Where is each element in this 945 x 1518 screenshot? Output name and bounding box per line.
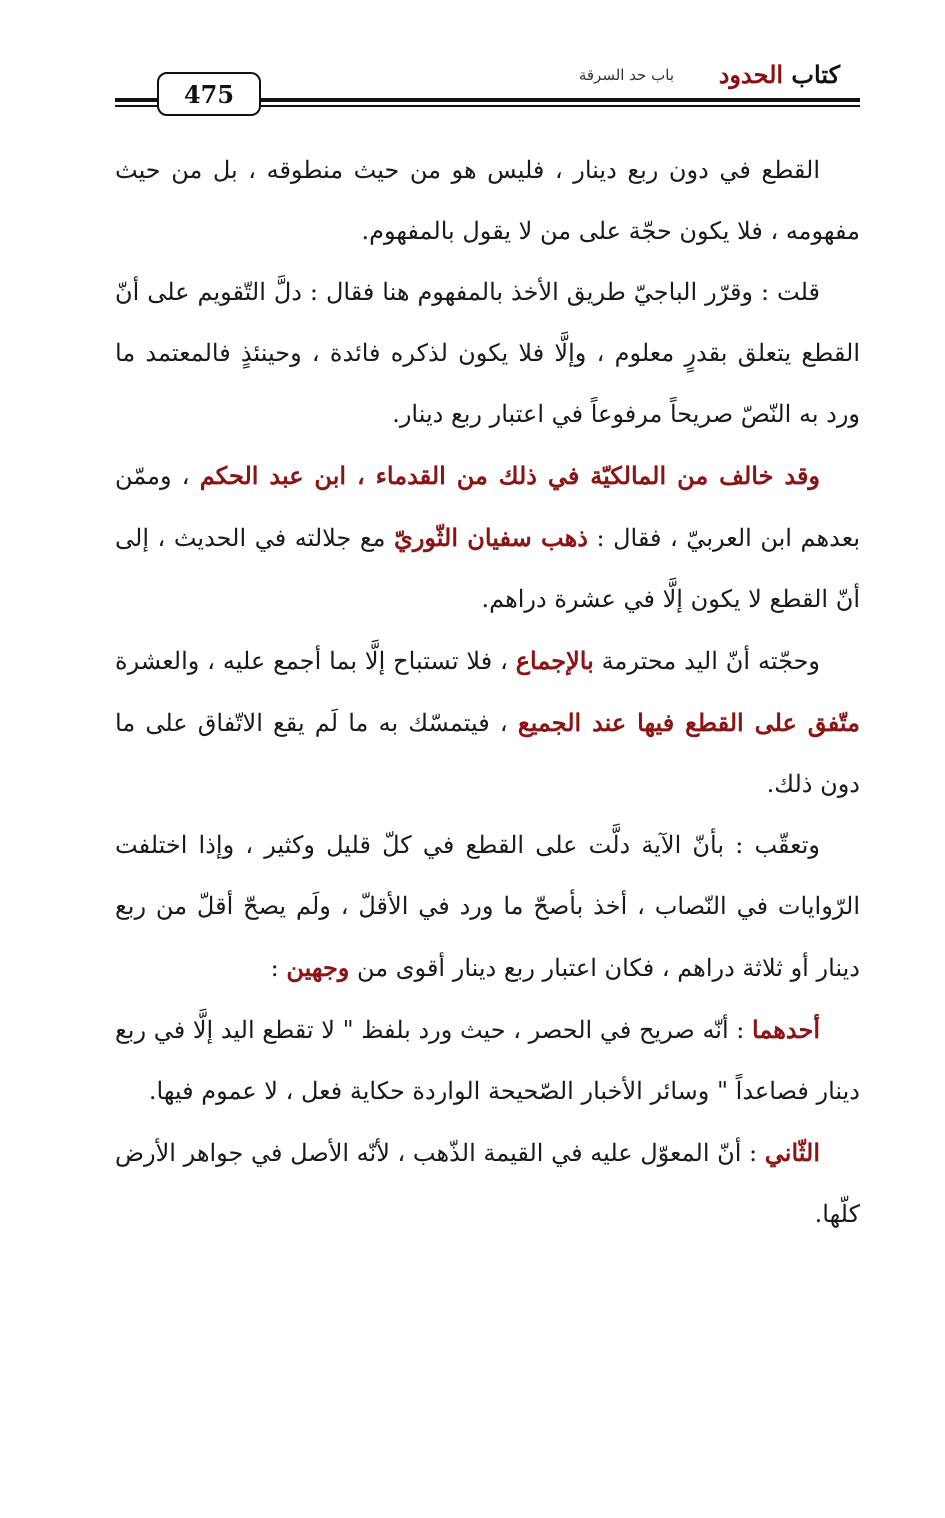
text-segment: ، وممّن بعدهم ابن العربيّ ، فقال : bbox=[115, 462, 860, 552]
page-body bbox=[115, 140, 860, 1245]
paragraph bbox=[115, 999, 860, 1122]
page-number: 475 bbox=[157, 72, 261, 116]
text-segment: قلت : وقرّر الباجيّ طريق الأخذ بالمفهوم هنا فقال : دلَّ التّقويم على أنّ القطع يتعلق بقدرٍ معلوم ، وإلَّا فلا يكون لذكره فائدة ، وحينئذٍ فالمعتمد ما ورد به النّصّ صريحاً مرفوعاً في اعتبار ربع دينار. bbox=[115, 278, 860, 428]
paragraph bbox=[115, 262, 860, 445]
highlighted-text: أحدهما bbox=[752, 1015, 820, 1044]
text-segment: : أنّ المعوّل عليه في القيمة الذّهب ، لأنّه الأصل في جواهر الأرض كلّها. bbox=[115, 1139, 860, 1228]
text-segment: : bbox=[270, 954, 287, 982]
text-segment: وتعقّب : بأنّ الآية دلَّت على القطع في كلّ قليل وكثير ، وإذا اختلفت الرّوايات في النّصاب ، أخذ بأصحّ ما ورد في الأقلّ ، ولَم يصحّ أقلّ من ربع دينار أو ثلاثة دراهم ، فكان اعتبار ربع دينار أقوى من bbox=[115, 831, 860, 982]
paragraph bbox=[115, 140, 860, 262]
text-segment: : أنّه صريح في الحصر ، حيث ورد بلفظ " لا تقطع اليد إلَّا في ربع دينار فصاعداً " وسائر الأخبار الصّحيحة الواردة حكاية فعل ، لا عموم فيها. bbox=[115, 1016, 860, 1105]
text-segment: ، فيتمسّك به ما لَم يقع الاتّفاق على ما دون ذلك. bbox=[115, 709, 860, 798]
highlighted-text: وجهين bbox=[286, 953, 350, 982]
highlighted-text: ذهب سفيان الثّوريّ bbox=[394, 523, 588, 552]
highlighted-text: بالإجماع bbox=[515, 646, 594, 675]
page-header bbox=[115, 52, 860, 112]
paragraph bbox=[115, 630, 860, 815]
book-title-accent: الحدود bbox=[718, 60, 784, 89]
text-segment: مع جلالته في الحديث ، إلى أنّ القطع لا يكون إلَّا في عشرة دراهم. bbox=[115, 524, 860, 613]
highlighted-text: متّفق على القطع فيها عند الجميع bbox=[517, 708, 860, 737]
paragraph bbox=[115, 1122, 860, 1245]
book-title-prefix: كتاب bbox=[791, 60, 840, 89]
highlighted-text: الثّاني bbox=[764, 1138, 820, 1167]
paragraph bbox=[115, 445, 860, 630]
paragraph bbox=[115, 815, 860, 999]
text-segment: القطع في دون ربع دينار ، فليس هو من حيث منطوقه ، بل من حيث مفهومه ، فلا يكون حجّة على من لا يقول بالمفهوم. bbox=[115, 156, 860, 245]
text-segment: ، فلا تستباح إلَّا بما أجمع عليه ، والعشرة bbox=[115, 647, 516, 675]
chapter-title: باب حد السرقة bbox=[578, 66, 674, 84]
highlighted-text: وقد خالف من المالكيّة في ذلك من القدماء ، ابن عبد الحكم bbox=[199, 461, 821, 490]
book-title bbox=[719, 60, 840, 89]
text-segment: وحجّته أنّ اليد محترمة bbox=[593, 647, 820, 675]
